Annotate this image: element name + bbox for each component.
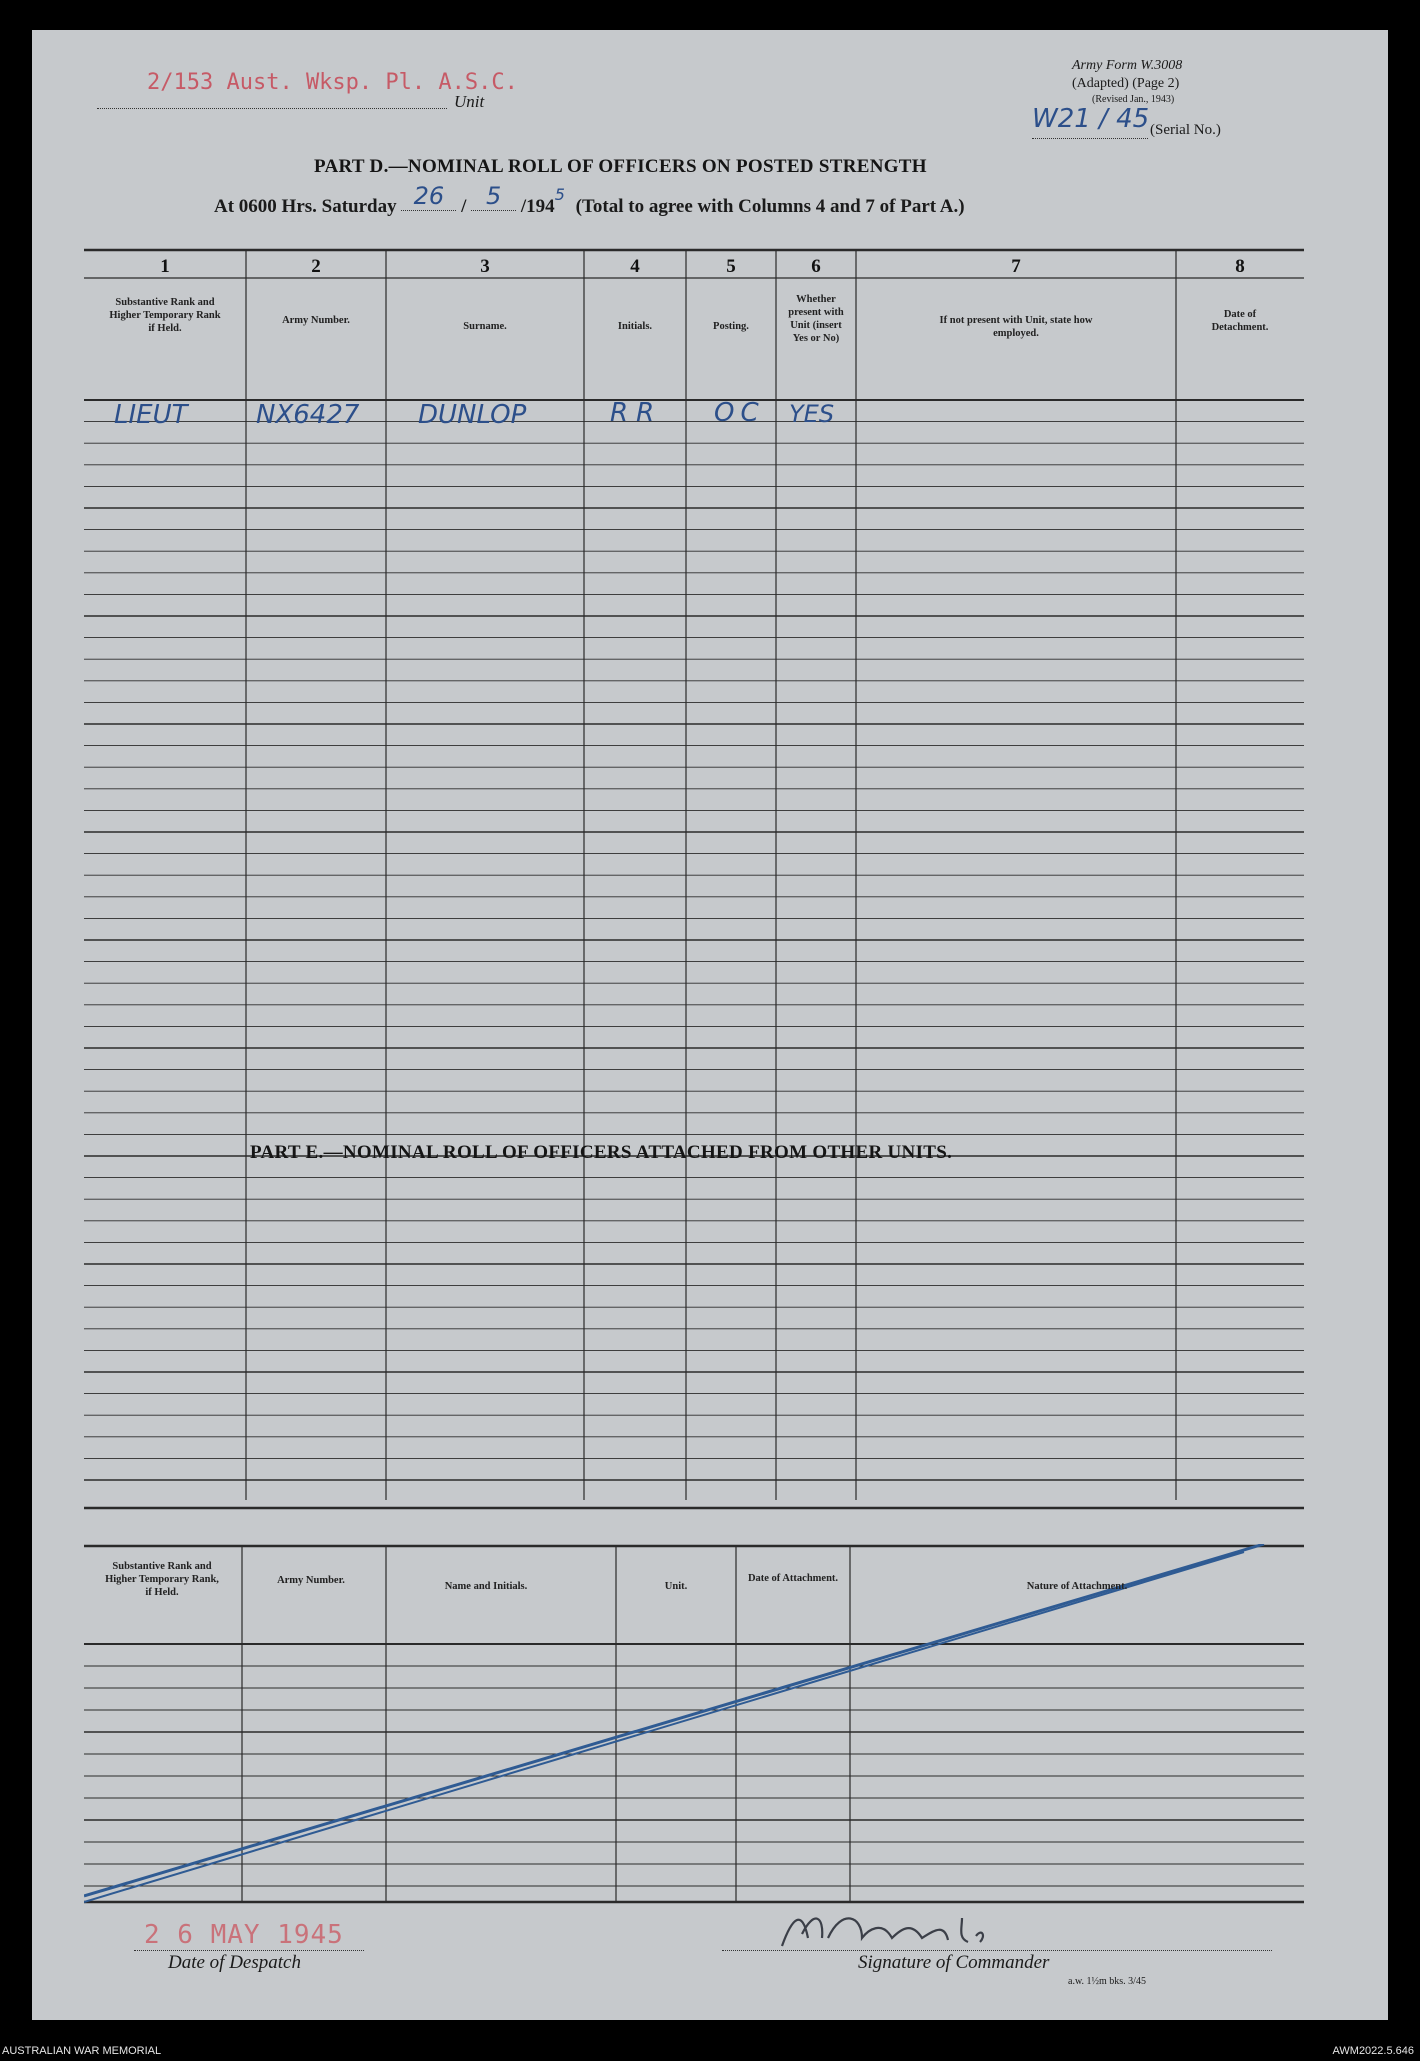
unit-label: Unit [454, 92, 485, 111]
date-month: 5 [471, 182, 516, 211]
signature-label: Signature of Commander [858, 1952, 1050, 1973]
e-head-rank: Substantive Rank and Higher Temporary Rank, if Held. [105, 1561, 219, 1598]
e-head-army-number: Army Number. [277, 1575, 345, 1586]
col-head-surname: Surname. [463, 321, 507, 332]
e-head-date: Date of Attachment. [747, 1573, 839, 1584]
serial-label: (Serial No.) [1150, 122, 1221, 138]
col-num-1: 1 [160, 256, 170, 277]
date-year-prefix: /194 [520, 196, 555, 217]
despatch-label: Date of Despatch [168, 1952, 301, 1973]
col-num-6: 6 [811, 256, 821, 277]
col-head-rank: Substantive Rank and Higher Temporary Rank if Held. [109, 297, 221, 334]
part-d-table [84, 248, 1304, 1510]
print-code: a.w. 1½m bks. 3/45 [1068, 1976, 1146, 1987]
date-day: 26 [401, 182, 456, 211]
form-name: Army Form W.3008 [1072, 58, 1183, 73]
date-year-digit: 5 [554, 185, 565, 204]
caption-right: AWM2022.5.646 [1332, 2045, 1414, 2057]
row-1-rank: LIEUT [114, 400, 188, 430]
form-revised: (Revised Jan., 1943) [1092, 94, 1175, 105]
subtitle-prefix: At 0600 Hrs. Saturday [214, 196, 397, 217]
commander-signature [772, 1898, 1072, 1958]
unit-stamp: 2/153 Aust. Wksp. Pl. A.S.C. [147, 70, 518, 95]
col-num-2: 2 [311, 256, 321, 277]
col-head-present: Whether present with Unit (insert Yes or No) [788, 294, 844, 344]
col-num-5: 5 [726, 256, 736, 277]
part-d-title: PART D.—NOMINAL ROLL OF OFFICERS ON POSTED STRENGTH [314, 156, 927, 177]
subtitle-suffix: (Total to agree with Columns 4 and 7 of Part A.) [575, 196, 965, 217]
row-1-army-number: NX6427 [256, 400, 360, 430]
serial-underline [1032, 138, 1148, 139]
part-e-title: PART E.—NOMINAL ROLL OF OFFICERS ATTACHED FROM OTHER UNITS. [250, 1142, 953, 1163]
col-head-initials: Initials. [617, 321, 653, 332]
col-num-4: 4 [630, 256, 640, 277]
row-1-initials: RR [610, 398, 663, 428]
row-1-present: YES [789, 400, 835, 428]
form-sheet [32, 30, 1388, 2020]
row-1-surname: DUNLOP [418, 400, 527, 430]
row-1-posting: OC [714, 398, 765, 428]
part-d-subtitle: At 0600 Hrs. Saturday 26 / 5 $/194^5$ (Total to agree with Columns 4 and 7 of Part A.) [214, 182, 965, 217]
part-e-table [84, 1544, 1304, 1904]
col-head-employed: If not present with Unit, state how employed. [939, 315, 1093, 339]
form-adapted: (Adapted) (Page 2) [1072, 76, 1180, 91]
col-head-detachment: Date of Detachment. [1211, 309, 1269, 333]
part-e-grid [84, 1544, 1304, 1904]
unit-underline [97, 108, 447, 109]
e-head-nature: Nature of Attachment. [1026, 1581, 1128, 1592]
signature-underline [722, 1950, 1272, 1951]
strike-line-2 [84, 1552, 1244, 1902]
despatch-underline [134, 1950, 364, 1951]
col-head-posting: Posting. [713, 321, 749, 332]
col-num-7: 7 [1011, 256, 1021, 277]
caption-left: AUSTRALIAN WAR MEMORIAL [2, 2045, 162, 2057]
serial-number: W21 / 45 [1032, 104, 1150, 134]
col-num-8: 8 [1235, 256, 1245, 277]
e-head-unit: Unit. [664, 1581, 688, 1592]
e-head-name: Name and Initials. [444, 1581, 528, 1592]
part-d-grid [84, 248, 1304, 1510]
col-num-3: 3 [480, 256, 490, 277]
strike-line-1 [84, 1544, 1264, 1896]
col-head-army-number: Army Number. [282, 315, 350, 326]
despatch-date-stamp: 2 6 MAY 1945 [144, 1920, 344, 1950]
